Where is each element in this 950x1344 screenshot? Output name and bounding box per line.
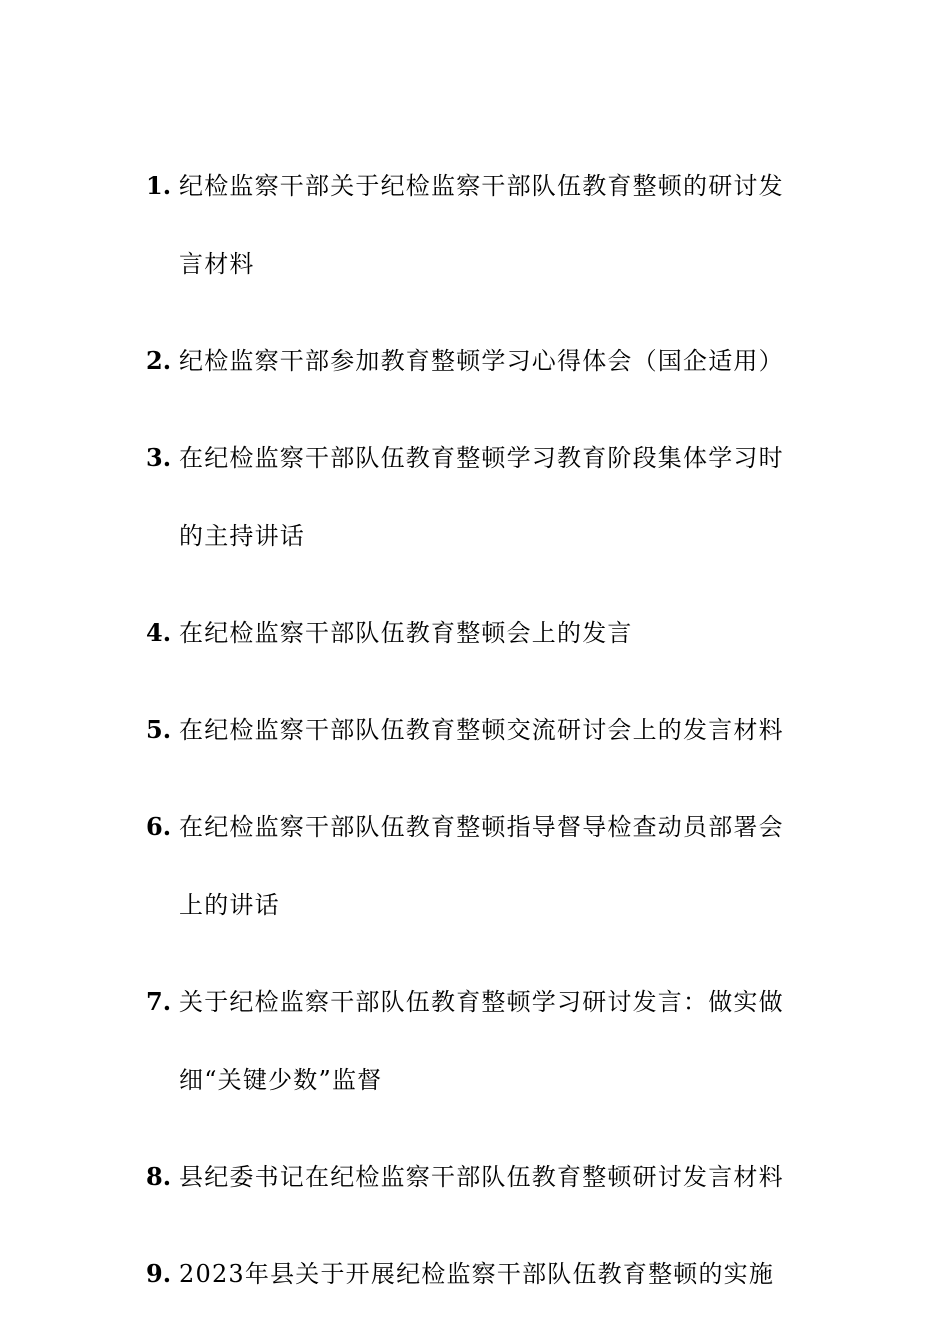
item-number: 1.	[146, 171, 172, 200]
item-text: 纪检监察干部参加教育整顿学习心得体会（国企适用）	[179, 347, 784, 375]
list-item	[146, 691, 806, 769]
item-number: 8.	[146, 1162, 172, 1191]
item-number: 3.	[146, 443, 172, 472]
item-number: 2.	[146, 346, 172, 375]
item-number: 7.	[146, 987, 172, 1016]
list-item	[146, 1235, 806, 1313]
list-item	[146, 963, 806, 1119]
item-text: 在纪检监察干部队伍教育整顿会上的发言	[179, 619, 633, 647]
item-number: 9.	[146, 1259, 172, 1288]
list-item	[146, 1138, 806, 1216]
item-text: 纪检监察干部关于纪检监察干部队伍教育整顿的研讨发言材料	[179, 172, 784, 278]
list-item	[146, 419, 806, 575]
item-number: 5.	[146, 715, 172, 744]
item-text: 在纪检监察干部队伍教育整顿指导督导检查动员部署会上的讲话	[179, 813, 784, 919]
list-item	[146, 594, 806, 672]
item-number: 6.	[146, 812, 172, 841]
item-text: 关于纪检监察干部队伍教育整顿学习研讨发言：做实做细“关键少数”监督	[179, 988, 784, 1094]
list-item	[146, 147, 806, 303]
item-text: 在纪检监察干部队伍教育整顿学习教育阶段集体学习时的主持讲话	[179, 444, 784, 550]
item-text: 在纪检监察干部队伍教育整顿交流研讨会上的发言材料	[179, 716, 784, 744]
item-text: 县纪委书记在纪检监察干部队伍教育整顿研讨发言材料	[179, 1163, 784, 1191]
item-number: 4.	[146, 618, 172, 647]
list-item	[146, 788, 806, 944]
list-item	[146, 322, 806, 400]
item-text: 2023年县关于开展纪检监察干部队伍教育整顿的实施	[179, 1260, 775, 1288]
document-list	[146, 147, 806, 1332]
